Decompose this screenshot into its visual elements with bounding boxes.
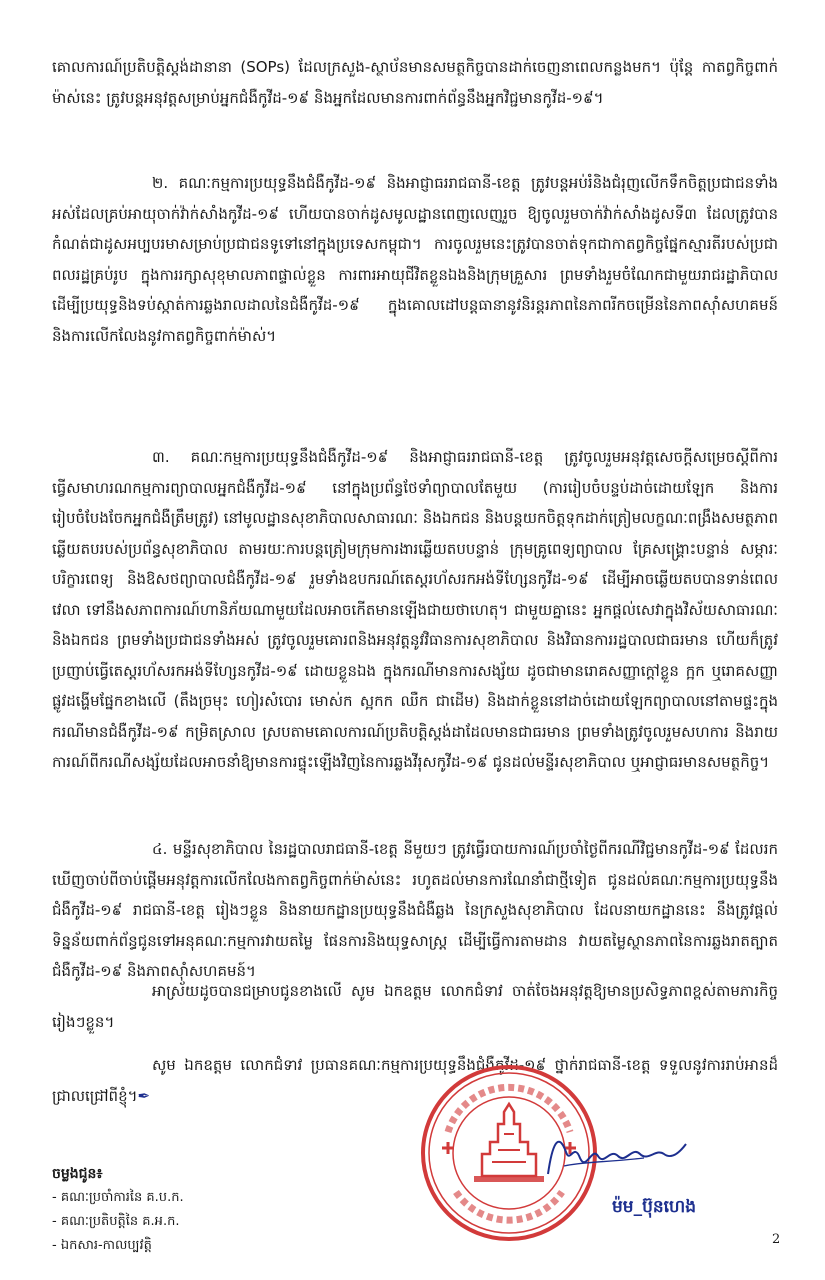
paragraph-item-2-vaccination: ២. គណៈកម្មការប្រយុទ្ធនឹងជំងឺកូវីដ-១៩ និងអាជ្ញាធររាជធានី-ខេត្ត ត្រូវបន្តអប់រំនិងជំរុញលើកទឹកចិត្តប្រជាជនទាំងអស់ដែលគ្រប់អាយុចាក់វ៉ាក់សាំងកូវីដ-១៩ ហើយបានចាក់ដូសមូលដ្ឋានពេញលេញរួច ឱ្យចូលរួមចាក់វ៉ាក់សាំងដូសទី៣ ដែលត្រូវបានកំណត់ជាដូសអប្បបរមាសម្រាប់ប្រជាជនទូទៅនៅក្នុងប្រទេសកម្ពុជា។ ការចូលរួមនេះត្រូវបានចាត់ទុកជាកាតព្វកិច្ចផ្នែកស្មារតីរបស់ប្រជាពលរដ្ឋគ្រប់រូប ក្នុងការរក្សាសុខុមាលភាពផ្ទាល់ខ្លួន ការពារអាយុជីវិតខ្លួនឯងនិងក្រុមគ្រួសារ ព្រមទាំងរួមចំណែកជាមួយរាជរដ្ឋាភិបាល ដើម្បីប្រយុទ្ធនិងទប់ស្កាត់ការឆ្លងរាលដាលនៃជំងឺកូវីដ-១៩ ក្នុងគោលដៅបន្តធានានូវនិរន្តរភាពនៃភាពរីកចម្រើននៃភាពស៊ាំសហគមន៍ និងការលើកលែងនូវកាតព្វកិច្ចពាក់ម៉ាស់។ [52, 174, 778, 345]
closing-initial-mark: ✒ [137, 1086, 151, 1105]
copy-to-title: ចម្លងជូន៖ [52, 1166, 103, 1182]
paragraph-sops-continuation: គោលការណ៍ប្រតិបត្តិស្តង់ដានានា (SOPs) ដែលក្រសួង-ស្ថាប័នមានសមត្ថកិច្ចបានដាក់ចេញនាពេលកន្លងមក។ ប៉ុន្តែ កាតព្វកិច្ចពាក់ម៉ាស់នេះ ត្រូវបន្តអនុវត្តសម្រាប់អ្នកជំងឺកូវីដ-១៩ និងអ្នកដែលមានការពាក់ព័ន្ធនឹងអ្នកវិជ្ជមានកូវីដ-១៩។ [52, 58, 778, 107]
paragraph-item-4-reporting: ៤. មន្ទីរសុខាភិបាល នៃរដ្ឋបាលរាជធានី-ខេត្ត នីមួយៗ ត្រូវធ្វើរបាយការណ៍ប្រចាំថ្ងៃពីករណីវិជ្ជមានកូវីដ-១៩ ដែលរកឃើញចាប់ពីចាប់ផ្តើមអនុវត្តការលើកលែងកាតព្វកិច្ចពាក់ម៉ាស់នេះ រហូតដល់មានការណែនាំជាថ្មីទៀត ជូនដល់គណៈកម្មការប្រយុទ្ធនឹងជំងឺកូវីដ-១៩ រាជធានី-ខេត្ត រៀងៗខ្លួន និងនាយកដ្ឋានប្រយុទ្ធនឹងជំងឺឆ្លង នៃក្រសួងសុខាភិបាល ដែលនាយកដ្ឋាននេះ នឹងត្រូវផ្តល់ទិន្នន័យពាក់ព័ន្ធជូនទៅអនុគណៈកម្មការវាយតម្លៃ ផែនការនិងយុទ្ធសាស្ត្រ ដើម្បីធ្វើការតាមដាន វាយតម្លៃស្ថានភាពនៃការឆ្លងរាតត្បាតជំងឺកូវីដ-១៩ និងភាពស៊ាំសហគមន៍។ [52, 840, 778, 980]
paragraph-instruction: អាស្រ័យដូចបានជម្រាបជូនខាងលើ សូម ឯកឧត្តម លោកជំទាវ ចាត់ចែងអនុវត្តឱ្យមានប្រសិទ្ធភាពខ្ពស់តាមភារកិច្ចរៀងៗខ្លួន។ [52, 982, 778, 1031]
signer-name: ម៉ម_ប៊ុនហេង [612, 1197, 697, 1217]
paragraph-item-3-treatment: ៣. គណៈកម្មការប្រយុទ្ធនឹងជំងឺកូវីដ-១៩ និងអាជ្ញាធររាជធានី-ខេត្ត ត្រូវចូលរួមអនុវត្តសេចក្តីសម្រេចស្តីពីការធ្វើសមាហរណកម្មការព្យាបាលអ្នកជំងឺកូវីដ-១៩ នៅក្នុងប្រព័ន្ធថែទាំព្យាបាលតែមួយ (ការរៀបចំបន្ទប់ដាច់ដោយឡែក និងការរៀបចំបែងចែកអ្នកជំងឺត្រឹមត្រូវ) នៅមូលដ្ឋានសុខាភិបាលសាធារណៈ និងឯកជន និងបន្តយកចិត្តទុកដាក់ត្រៀមលក្ខណៈពង្រឹងសមត្ថភាពឆ្លើយតបរបស់ប្រព័ន្ធសុខាភិបាល តាមរយៈការបន្តត្រៀមក្រុមការងារឆ្លើយតបបន្ទាន់ ក្រុមគ្រូពេទ្យព្យាបាល គ្រែសង្គ្រោះបន្ទាន់ សម្ភារៈបរិក្ខារពេទ្យ និងឱសថព្យាបាលជំងឺកូវីដ-១៩ រួមទាំងឧបករណ៍តេស្តរហ័សរកអង់ទីហ្សែនកូវីដ-១៩ ដើម្បីអាចឆ្លើយតបបានទាន់ពេលវេលា ទៅនឹងសភាពការណ៍ហានិភ័យណាមួយដែលអាចកើតមានឡើងជាយថាហេតុ។ ជាមួយគ្នានេះ អ្នកផ្តល់សេវាក្នុងវិស័យសាធារណៈ និងឯកជន ព្រមទាំងប្រជាជនទាំងអស់ ត្រូវចូលរួមគោរពនិងអនុវត្តនូវវិធានការសុខាភិបាល និងវិធានការរដ្ឋបាលជាធរមាន ហើយក៏ត្រូវប្រញាប់ធ្វើតេស្តរហ័សរកអង់ទីហ្សែនកូវីដ-១៩ ដោយខ្លួនឯង ក្នុងករណីមានការសង្ស័យ ដូចជាមានរោគសញ្ញាក្តៅខ្លួន ក្អក ឬរោគសញ្ញាផ្លូវដង្ហើមផ្នែកខាងលើ (តឹងច្រមុះ ហៀរសំបោរ មោស់ក ស្អកក ឈឺក ជាដើម) និងដាក់ខ្លួននៅដាច់ដោយឡែកព្យាបាលនៅតាមផ្ទះក្នុងករណីមានជំងឺកូវីដ-១៩ កម្រិតស្រាល ស្របតាមគោលការណ៍ប្រតិបត្តិស្តង់ដាដែលមានជាធរមាន ព្រមទាំងត្រូវចូលរួមសហការ និងរាយការណ៍ពីករណីសង្ស័យដែលអាចនាំឱ្យមានការផ្ទុះឡើងវិញនៃការឆ្លងវីរុសកូវីដ-១៩ ជូនដល់មន្ទីរសុខាភិបាល ឬអាជ្ញាធរមានសមត្ថកិច្ច។ [52, 448, 778, 771]
signature-icon [540, 1122, 690, 1182]
copy-to-list [52, 1162, 312, 1258]
paragraph-closing [52, 1050, 778, 1111]
copy-to-item: - គណៈប្រតិបត្តិនៃ គ.អ.ក. [52, 1214, 180, 1229]
copy-to-item: - ឯកសារ-កាលប្បវត្តិ [52, 1238, 152, 1253]
closing-text: សូម ឯកឧត្តម លោកជំទាវ ប្រធានគណៈកម្មការប្រយុទ្ធនឹងជំងឺកូវីដ-១៩ ថ្នាក់រាជធានី-ខេត្ត ទទួលនូវការរាប់អានដ៏ជ្រាលជ្រៅពីខ្ញុំ។ [52, 1056, 778, 1105]
copy-to-item: - គណៈប្រចាំការនៃ គ.ប.ក. [52, 1190, 184, 1205]
page-number: 2 [772, 1232, 781, 1247]
